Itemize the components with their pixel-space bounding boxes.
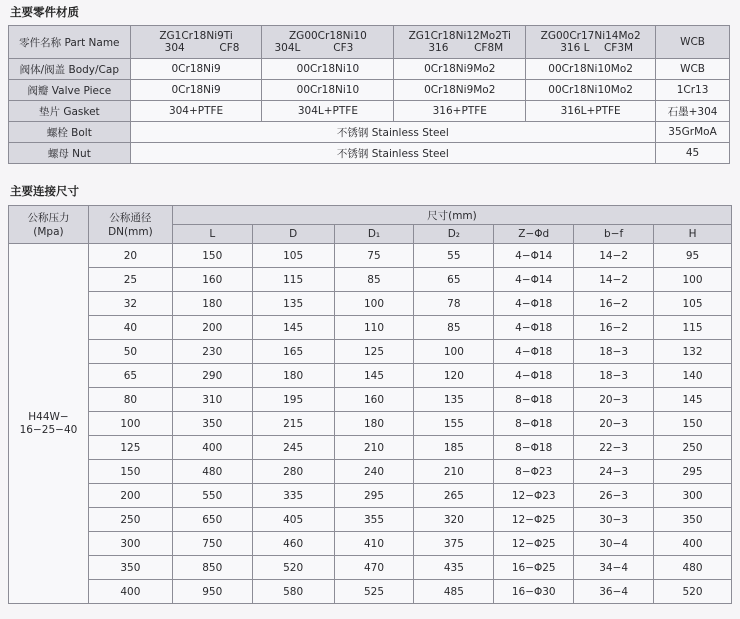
part-name-header: 零件名称 Part Name [9, 26, 131, 59]
table-cell: 145 [334, 364, 414, 388]
table-cell: 230 [172, 340, 252, 364]
table-cell: 140 [654, 364, 732, 388]
material-cell: 316+PTFE [394, 101, 526, 122]
table-cell: 65 [414, 268, 494, 292]
table-cell: 525 [334, 580, 414, 604]
material-row-bolt [9, 122, 730, 143]
table-cell: 75 [334, 244, 414, 268]
col-header-b-f: b−f [574, 225, 654, 244]
table-cell: 16−Φ25 [494, 556, 574, 580]
material-cell: 1Cr13 [656, 80, 730, 101]
material-row-nut [9, 143, 730, 164]
table-cell: 280 [252, 460, 334, 484]
table-cell: 195 [252, 388, 334, 412]
material-cell: 35GrMoA [656, 122, 730, 143]
table-cell: 160 [172, 268, 252, 292]
dn-cell: 32 [88, 292, 172, 316]
table-cell: 580 [252, 580, 334, 604]
materials-title: 主要零件材质 [10, 5, 79, 19]
table-row [9, 412, 732, 436]
col-header-D2: D₂ [414, 225, 494, 244]
dn-cell: 100 [88, 412, 172, 436]
table-cell: 215 [252, 412, 334, 436]
dimensions-title: 主要连接尺寸 [10, 184, 79, 198]
table-row [9, 364, 732, 388]
table-row [9, 460, 732, 484]
table-cell: 350 [172, 412, 252, 436]
table-cell: 8−Φ18 [494, 388, 574, 412]
table-cell: 100 [654, 268, 732, 292]
material-cell: 00Cr18Ni10Mo2 [526, 80, 656, 101]
material-cell: 0Cr18Ni9 [130, 80, 262, 101]
table-cell: 135 [414, 388, 494, 412]
dn-cell: 20 [88, 244, 172, 268]
dn-cell: 50 [88, 340, 172, 364]
table-row [9, 508, 732, 532]
dn-header: 公称通径 DN(mm) [88, 206, 172, 244]
dn-cell: 300 [88, 532, 172, 556]
table-cell: 26−3 [574, 484, 654, 508]
table-cell: 300 [654, 484, 732, 508]
table-cell: 30−4 [574, 532, 654, 556]
table-cell: 335 [252, 484, 334, 508]
material-row [9, 101, 730, 122]
table-cell: 650 [172, 508, 252, 532]
table-cell: 132 [654, 340, 732, 364]
material-cell: 00Cr18Ni10 [262, 80, 394, 101]
table-cell: 520 [654, 580, 732, 604]
table-cell: 8−Φ23 [494, 460, 574, 484]
table-cell: 750 [172, 532, 252, 556]
table-cell: 16−2 [574, 292, 654, 316]
table-cell: 180 [334, 412, 414, 436]
table-cell: 18−3 [574, 364, 654, 388]
table-cell: 145 [654, 388, 732, 412]
table-cell: 100 [334, 292, 414, 316]
grade-header-5: WCB [656, 26, 730, 59]
material-cell: 0Cr18Ni9Mo2 [394, 80, 526, 101]
dn-cell: 80 [88, 388, 172, 412]
table-cell: 245 [252, 436, 334, 460]
table-cell: 20−3 [574, 412, 654, 436]
col-header-D: D [252, 225, 334, 244]
col-header-D1: D₁ [334, 225, 414, 244]
table-cell: 210 [414, 460, 494, 484]
table-cell: 105 [654, 292, 732, 316]
table-cell: 485 [414, 580, 494, 604]
material-cell: 316L+PTFE [526, 101, 656, 122]
table-cell: 110 [334, 316, 414, 340]
table-cell: 4−Φ14 [494, 268, 574, 292]
table-cell: 550 [172, 484, 252, 508]
table-cell: 375 [414, 532, 494, 556]
table-cell: 265 [414, 484, 494, 508]
dn-cell: 350 [88, 556, 172, 580]
table-cell: 34−4 [574, 556, 654, 580]
table-cell: 125 [334, 340, 414, 364]
table-cell: 14−2 [574, 268, 654, 292]
table-cell: 4−Φ18 [494, 292, 574, 316]
grade-header-3: ZG1Cr18Ni12Mo2Ti 316 CF8M [394, 26, 526, 59]
table-cell: 4−Φ18 [494, 316, 574, 340]
table-cell: 105 [252, 244, 334, 268]
table-cell: 185 [414, 436, 494, 460]
table-cell: 950 [172, 580, 252, 604]
material-row [9, 59, 730, 80]
table-cell: 95 [654, 244, 732, 268]
table-cell: 435 [414, 556, 494, 580]
table-cell: 520 [252, 556, 334, 580]
table-cell: 250 [654, 436, 732, 460]
table-cell: 120 [414, 364, 494, 388]
table-cell: 85 [334, 268, 414, 292]
part-label: 螺栓 Bolt [9, 122, 131, 143]
table-cell: 16−Φ30 [494, 580, 574, 604]
table-row [9, 484, 732, 508]
material-cell: 0Cr18Ni9 [130, 59, 262, 80]
table-cell: 180 [252, 364, 334, 388]
col-header-H: H [654, 225, 732, 244]
dn-cell: 150 [88, 460, 172, 484]
dn-cell: 25 [88, 268, 172, 292]
table-cell: 85 [414, 316, 494, 340]
material-cell: 304+PTFE [130, 101, 262, 122]
table-row [9, 316, 732, 340]
table-row [9, 388, 732, 412]
table-cell: 470 [334, 556, 414, 580]
grade-header-2: ZG00Cr18Ni10 304L CF3 [262, 26, 394, 59]
size-header: 尺寸(mm) [172, 206, 731, 225]
table-cell: 310 [172, 388, 252, 412]
part-label: 阀瓣 Valve Piece [9, 80, 131, 101]
table-cell: 480 [172, 460, 252, 484]
table-cell: 240 [334, 460, 414, 484]
table-cell: 16−2 [574, 316, 654, 340]
dn-cell: 65 [88, 364, 172, 388]
table-row [9, 340, 732, 364]
table-cell: 20−3 [574, 388, 654, 412]
col-header-Z-d: Z−Φd [494, 225, 574, 244]
table-cell: 150 [654, 412, 732, 436]
table-cell: 180 [172, 292, 252, 316]
materials-table [8, 25, 730, 164]
table-cell: 30−3 [574, 508, 654, 532]
material-cell: 00Cr18Ni10Mo2 [526, 59, 656, 80]
table-cell: 14−2 [574, 244, 654, 268]
table-cell: 55 [414, 244, 494, 268]
grade-header-1: ZG1Cr18Ni9Ti 304 CF8 [130, 26, 262, 59]
dn-cell: 125 [88, 436, 172, 460]
material-cell: 45 [656, 143, 730, 164]
pressure-header: 公称压力 (Mpa) [9, 206, 89, 244]
table-cell: 100 [414, 340, 494, 364]
dn-cell: 250 [88, 508, 172, 532]
table-cell: 22−3 [574, 436, 654, 460]
table-cell: 4−Φ18 [494, 340, 574, 364]
table-cell: 36−4 [574, 580, 654, 604]
table-cell: 115 [654, 316, 732, 340]
table-cell: 460 [252, 532, 334, 556]
table-cell: 160 [334, 388, 414, 412]
table-row [9, 244, 732, 268]
material-cell: 304L+PTFE [262, 101, 394, 122]
table-row [9, 556, 732, 580]
part-label: 阀体/阀盖 Body/Cap [9, 59, 131, 80]
table-cell: 4−Φ18 [494, 364, 574, 388]
table-row [9, 580, 732, 604]
table-cell: 400 [172, 436, 252, 460]
table-row [9, 268, 732, 292]
part-label: 垫片 Gasket [9, 101, 131, 122]
table-row [9, 436, 732, 460]
table-cell: 12−Φ25 [494, 532, 574, 556]
table-cell: 405 [252, 508, 334, 532]
table-cell: 8−Φ18 [494, 412, 574, 436]
material-cell-common: 不锈钢 Stainless Steel [130, 143, 655, 164]
dimensions-table [8, 205, 732, 604]
material-cell: 0Cr18Ni9Mo2 [394, 59, 526, 80]
table-cell: 165 [252, 340, 334, 364]
table-cell: 210 [334, 436, 414, 460]
dn-cell: 400 [88, 580, 172, 604]
table-cell: 290 [172, 364, 252, 388]
table-cell: 850 [172, 556, 252, 580]
table-cell: 145 [252, 316, 334, 340]
table-cell: 135 [252, 292, 334, 316]
table-cell: 12−Φ23 [494, 484, 574, 508]
part-label: 螺母 Nut [9, 143, 131, 164]
table-cell: 18−3 [574, 340, 654, 364]
table-cell: 78 [414, 292, 494, 316]
table-cell: 200 [172, 316, 252, 340]
material-cell: 00Cr18Ni10 [262, 59, 394, 80]
table-cell: 295 [654, 460, 732, 484]
dn-cell: 200 [88, 484, 172, 508]
table-cell: 410 [334, 532, 414, 556]
table-cell: 350 [654, 508, 732, 532]
table-cell: 24−3 [574, 460, 654, 484]
table-cell: 320 [414, 508, 494, 532]
grade-header-4: ZG00Cr17Ni14Mo2 316 L CF3M [526, 26, 656, 59]
table-row [9, 532, 732, 556]
table-cell: 115 [252, 268, 334, 292]
material-cell: WCB [656, 59, 730, 80]
table-row [9, 292, 732, 316]
col-header-L: L [172, 225, 252, 244]
table-cell: 4−Φ14 [494, 244, 574, 268]
table-cell: 295 [334, 484, 414, 508]
dn-cell: 40 [88, 316, 172, 340]
model-cell: H44W− 16−25−40 [9, 244, 89, 604]
table-cell: 480 [654, 556, 732, 580]
table-cell: 150 [172, 244, 252, 268]
table-cell: 12−Φ25 [494, 508, 574, 532]
material-cell: 石墨+304 [656, 101, 730, 122]
table-cell: 355 [334, 508, 414, 532]
table-cell: 400 [654, 532, 732, 556]
material-cell-common: 不锈钢 Stainless Steel [130, 122, 655, 143]
material-row [9, 80, 730, 101]
table-cell: 8−Φ18 [494, 436, 574, 460]
table-cell: 155 [414, 412, 494, 436]
